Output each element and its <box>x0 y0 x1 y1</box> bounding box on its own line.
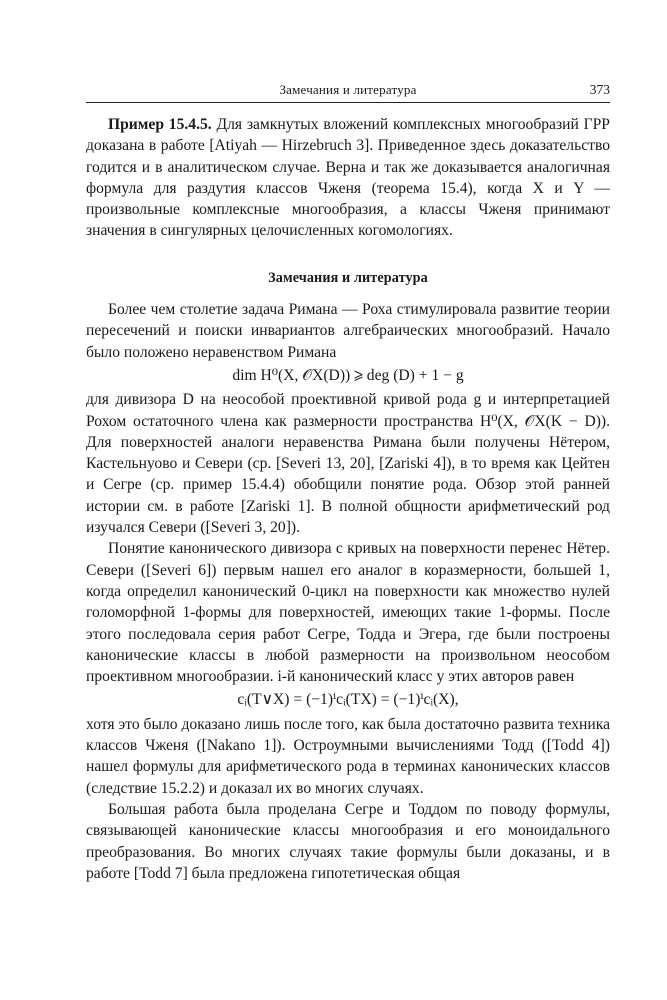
example-title: Пример 15.4.5. <box>108 116 212 133</box>
paragraph-1-intro: Более чем столетие задача Римана — Роха стимулировала развитие теории пересечений и поиски инвариантов алгебраических многообразий. Начало было положено неравенством Римана <box>86 301 610 361</box>
paragraph-2-intro: Понятие канонического дивизора с кривых на поверхности перенес Нётер. Севери ([Severi 6]) первым нашел его аналог в коразмерности, большей 1, когда определил канонический 0-цикл на поверхности как множество нулей голоморфной 1-формы для поверхностей, имеющих такие 1-формы. После этого последовала серия работ Сегре, Тодда и Эгера, где были построены канонические классы в любой размерности на произвольном неособом проективном многообразии. i-й канонический класс у этих авторов равен <box>86 540 610 686</box>
page-body <box>86 114 610 884</box>
section-heading: Замечания и литература <box>268 269 428 286</box>
paragraph-3: Большая работа была проделана Сегре и Тоддом по поводу формулы, связывающей канонические классы многообразия и его моноидального преобразования. Во многих случаях такие формулы были доказаны, и в работе [Todd 7] была предложена гипотетическая общая <box>86 800 610 882</box>
example-paragraph <box>86 114 610 242</box>
paragraph-1-continued: для дивизора D на неособой проективной кривой рода g и интерпретацией Рохом остаточного члена как размерности пространства H⁰(X, 𝒪X(K − D)). Для поверхностей аналоги неравенства Римана были получены Нётером, Кастельнуово и Севери (ср. [Severi 13, 20], [Zariski 4]), в то время как Цейтен и Сегре (ср. пример 15.4.4) обобщили понятие рода. Обзор этой ранней истории см. в работе [Zariski 1]. В полной общности арифметический род изучался Севери ([Severi 3, 20]). <box>86 391 610 537</box>
paragraph-2-continued: хотя это было доказано лишь после того, как была достаточно развита техника классов Чженя ([Nakano 1]). Остроумными вычислениями Тодд ([Todd 4]) нашел формулы для арифметического рода в терминах канонических классов (следствие 15.2.2) и доказал их во многих случаях. <box>86 715 610 797</box>
page-header <box>86 82 610 100</box>
canonical-class-formula: cᵢ(T∨X) = (−1)ⁱcᵢ(TX) = (−1)ⁱcᵢ(X), <box>237 691 459 709</box>
header-rule <box>86 102 610 103</box>
riemann-inequality-formula: dim H⁰(X, 𝒪X(D)) ⩾ deg (D) + 1 − g <box>232 366 464 384</box>
example-text: Для замкнутых вложений комплексных многообразий ГРР доказана в работе [Atiyah — Hirzebruch 3]. Приведенное здесь доказательство годится и в аналитическом случае. Верна и так же доказывается аналогичная формула для раздутия классов Чженя (теорема 15.4), когда X и Y — произвольные комплексные многообразия, а классы Чженя принимают значения в сингулярных целочисленных когомологиях. <box>86 116 610 240</box>
page-number: 373 <box>589 82 610 97</box>
running-title: Замечания и литература <box>279 82 417 97</box>
